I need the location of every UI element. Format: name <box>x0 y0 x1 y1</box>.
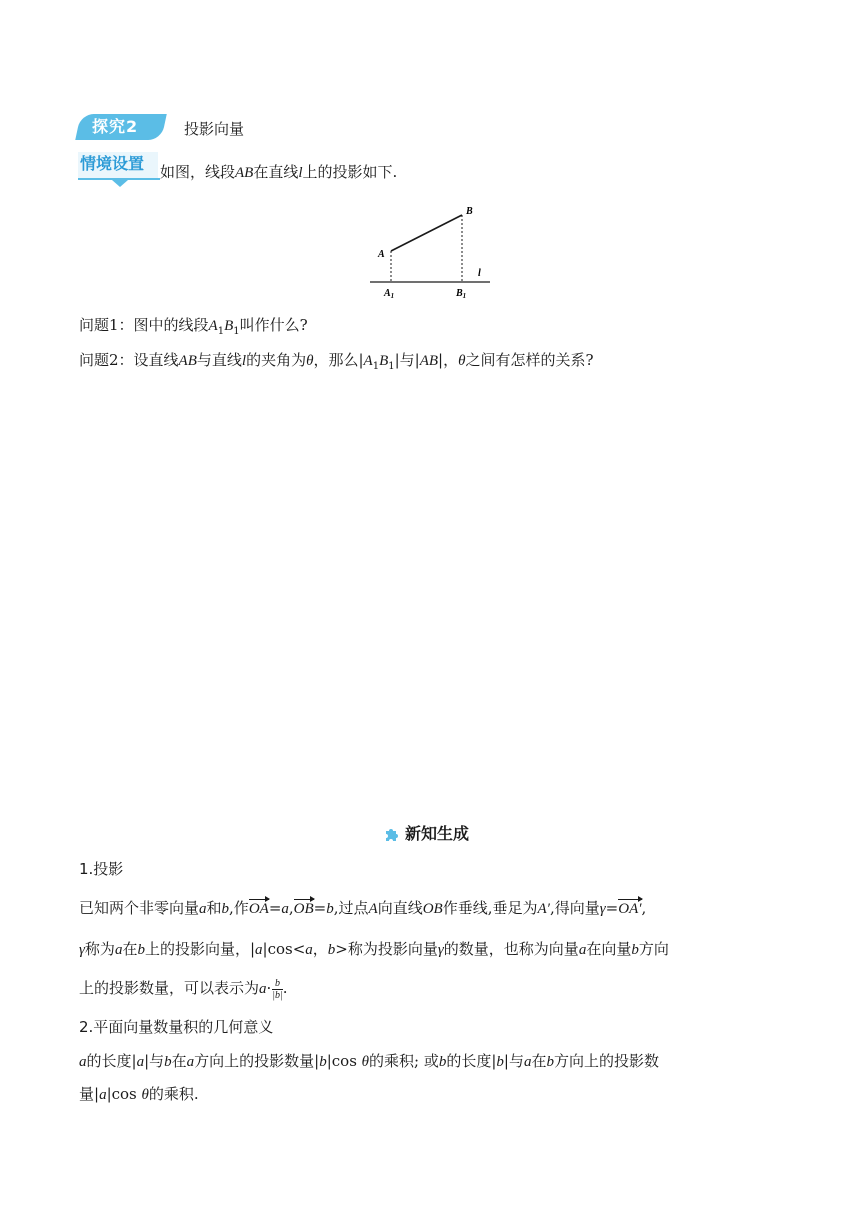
new-knowledge-title: 新知生成 <box>405 824 470 843</box>
fraction-b-over-norm-b: $\frac{b}{|b|}$ <box>272 977 283 1001</box>
label-l: l <box>478 268 481 279</box>
label-a1: $A_1$ <box>384 288 395 300</box>
situation-badge: 情境设置 <box>80 154 145 173</box>
explore-badge: 探究2 <box>92 117 139 136</box>
projection-figure <box>368 198 494 302</box>
heading-dot-product-geometry: 2.平面向量数量积的几何意义 <box>79 1018 274 1036</box>
puzzle-icon <box>383 826 400 843</box>
segment-ab <box>391 215 462 251</box>
paragraph-2-line-2: 量|a|cos θ的乘积. <box>79 1085 199 1103</box>
situation-caret-icon <box>112 180 128 187</box>
label-a: A <box>378 249 385 260</box>
situation-intro: 如图，线段AB在直线l上的投影如下. <box>160 163 398 181</box>
heading-projection: 1.投影 <box>79 860 124 878</box>
paragraph-1-line-2: γ称为a在b上的投影向量，|a|cos<a，b>称为投影向量γ的数量，也称为向量a在向量b方向 <box>79 940 669 958</box>
paragraph-1-line-1: 已知两个非零向量a和b,作OA=a,OB=b,过点A向直线OB作垂线,垂足为A′,得向量γ=OA′, <box>79 897 646 920</box>
paragraph-1-line-3: 上的投影数量，可以表示为a· $\frac{b}{|b|}$ . <box>79 977 288 1001</box>
paragraph-2-line-1: a的长度|a|与b在a方向上的投影数量|b|cos θ的乘积; 或b的长度|b|与a在b方向上的投影数 <box>79 1052 660 1070</box>
label-b: B <box>466 206 473 217</box>
question-2: 问题2：设直线AB与直线l的夹角为θ，那么$|A_1B_1|$与|AB|，θ之间有怎样的关系? <box>79 351 594 372</box>
question-1: 问题1：图中的线段$A_1B_1$叫作什么? <box>79 316 308 337</box>
label-b1: $B_1$ <box>456 288 467 300</box>
section-title: 投影向量 <box>184 120 245 138</box>
